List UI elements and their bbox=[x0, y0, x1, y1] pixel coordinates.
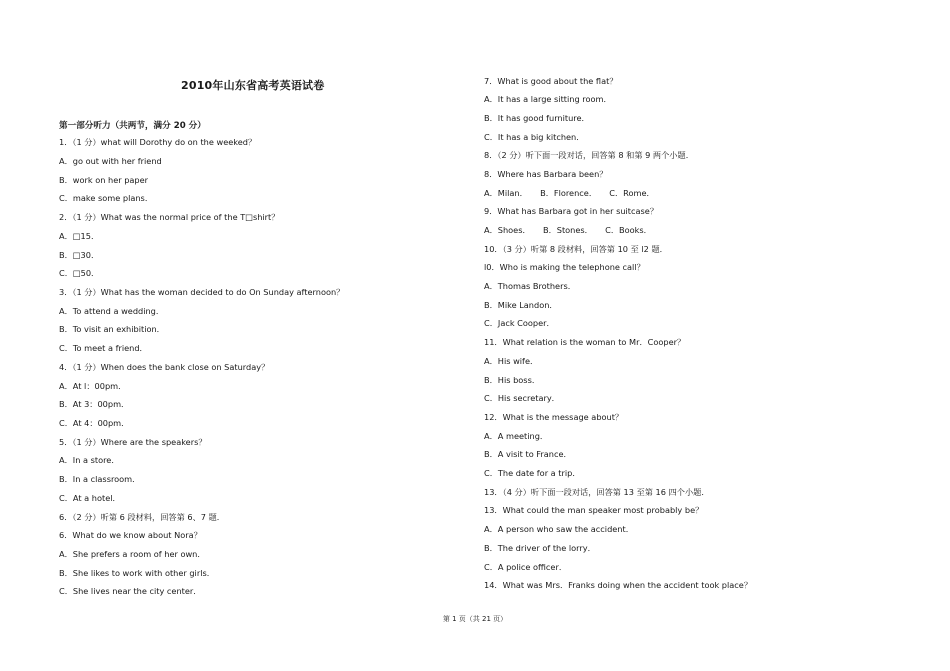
option-line: C．It has a big kitchen． bbox=[484, 132, 585, 142]
question-9: 9．What has Barbara got in her suitcase？ bbox=[484, 206, 659, 216]
question-7: 7．What is good about the flat？ bbox=[484, 76, 618, 86]
instruction-13: 13．（4 分）听下面一段对话，回答第 13 至第 16 四个小题． bbox=[484, 487, 710, 497]
question-12: 12．What is the message about？ bbox=[484, 412, 624, 422]
option-line: A．To attend a wedding． bbox=[59, 306, 165, 316]
question-13: 13．What could the man speaker most probably be？ bbox=[484, 505, 704, 515]
option-line: A．Thomas Brothers． bbox=[484, 281, 576, 291]
page-footer: 第 1 页（共 21 页） bbox=[442, 615, 508, 623]
question-10: l0．Who is making the telephone call？ bbox=[484, 262, 645, 272]
option-line: C．At a hotel． bbox=[59, 493, 121, 503]
option-line: C．She lives near the city center． bbox=[59, 586, 202, 596]
option-line: C．To meet a friend． bbox=[59, 343, 148, 353]
option-line: A．A meeting． bbox=[484, 431, 549, 441]
option-line: B．work on her paper bbox=[59, 175, 149, 185]
option-line: C．At 4：00pm． bbox=[59, 418, 130, 428]
option-line: A．It has a large sitting room． bbox=[484, 94, 612, 104]
options-line: A．Shoes． B．Stones． C．Books． bbox=[484, 225, 652, 235]
question-8: 8．Where has Barbara been？ bbox=[484, 169, 608, 179]
option-line: B．To visit an exhibition． bbox=[59, 324, 165, 334]
instruction-10: 10．（3 分）听第 8 段材料，回答第 10 至 l2 题． bbox=[484, 244, 668, 254]
option-line: B．Mike Landon． bbox=[484, 300, 558, 310]
option-line: A．She prefers a room of her own． bbox=[59, 549, 206, 559]
option-line: A．□15． bbox=[59, 231, 100, 241]
question-11: 11．What relation is the woman to Mr．Cooper？ bbox=[484, 337, 686, 347]
option-line: B．The driver of the lorry． bbox=[484, 543, 596, 553]
option-line: B．She likes to work with other girls． bbox=[59, 568, 215, 578]
option-line: C．The date for a trip． bbox=[484, 468, 581, 478]
option-line: B．□30． bbox=[59, 250, 100, 260]
question-5: 5．（1 分）Where are the speakers？ bbox=[59, 437, 207, 447]
option-line: C．His secretary． bbox=[484, 393, 560, 403]
option-line: C．Jack Cooper． bbox=[484, 318, 555, 328]
option-line: B．At 3：00pm． bbox=[59, 399, 130, 409]
question-6: 6．What do we know about Nora？ bbox=[59, 530, 202, 540]
option-line: A．go out with her friend bbox=[59, 156, 162, 166]
option-line: B．In a classroom． bbox=[59, 474, 141, 484]
option-line: A．In a store． bbox=[59, 455, 120, 465]
option-line: A．A person who saw the accident． bbox=[484, 524, 634, 534]
option-line: B．His boss． bbox=[484, 375, 541, 385]
option-line: B．A visit to France． bbox=[484, 449, 572, 459]
exam-title: 2010年山东省高考英语试卷 bbox=[181, 79, 325, 92]
question-3: 3．（1 分）What has the woman decided to do On Sunday afternoon？ bbox=[59, 287, 345, 297]
option-line: A．At l：00pm． bbox=[59, 381, 127, 391]
option-line: C．□50． bbox=[59, 268, 100, 278]
question-14: 14．What was Mrs．Franks doing when the accident took place？ bbox=[484, 580, 753, 590]
question-1: 1．（1 分）what will Dorothy do on the weeked？ bbox=[59, 137, 257, 147]
option-line: C．make some plans． bbox=[59, 193, 154, 203]
section-heading: 第一部分听力（共两节，满分 20 分） bbox=[59, 121, 206, 131]
option-line: A．His wife． bbox=[484, 356, 539, 366]
instruction-8: 8．（2 分）听下面一段对话，回答第 8 和第 9 两个小题． bbox=[484, 150, 694, 160]
instruction-6: 6．（2 分）听第 6 段材料，回答第 6、7 题． bbox=[59, 512, 225, 522]
option-line: B．It has good furniture． bbox=[484, 113, 590, 123]
options-line: A．Milan． B．Florence． C．Rome． bbox=[484, 188, 655, 198]
question-4: 4．（1 分）When does the bank close on Saturday？ bbox=[59, 362, 270, 372]
question-2: 2．（1 分）What was the normal price of the T□shirt？ bbox=[59, 212, 280, 222]
option-line: C．A police officer． bbox=[484, 562, 568, 572]
